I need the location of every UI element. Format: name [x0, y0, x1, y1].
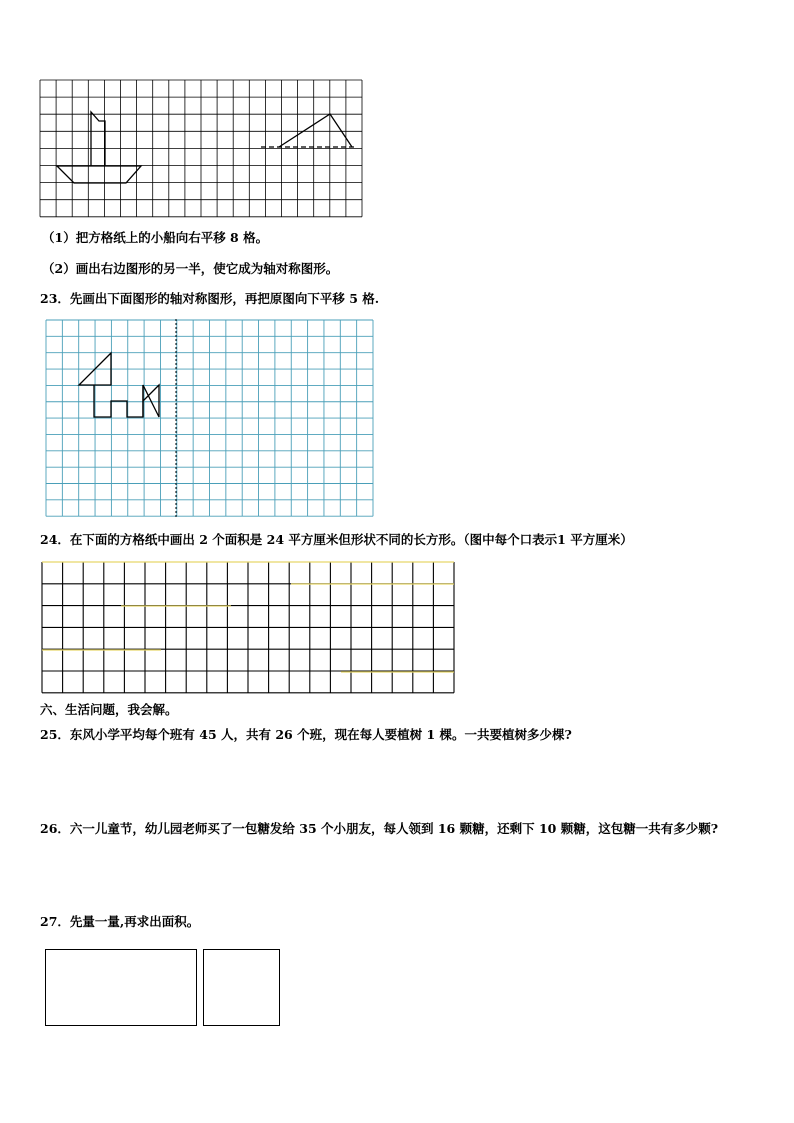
q26-text: 26．六一儿童节，幼儿园老师买了一包糖发给 35 个小朋友，每人领到 16 颗糖，还剩下 10 颗糖，这包糖一共有多少颗?	[40, 821, 719, 836]
section6-title: 六、生活问题，我会解。	[40, 702, 178, 717]
q24-grid	[41, 561, 457, 696]
q22-grid-figure	[39, 79, 365, 219]
q24-text: 24．在下面的方格纸中画出 2 个面积是 24 平方厘米但形状不同的长方形。（图中每个口表示1 平方厘米）	[40, 532, 633, 547]
q23-text: 23．先画出下面图形的轴对称图形，再把原图向下平移 5 格.	[40, 291, 380, 306]
q23-grid-figure	[45, 319, 375, 519]
q25-text: 25．东风小学平均每个班有 45 人，共有 26 个班，现在每人要植树 1 棵。一共要植树多少棵?	[40, 727, 572, 742]
q22-sub1: （1）把方格纸上的小船向右平移 8 格。	[42, 230, 269, 245]
rectangle-1	[45, 949, 197, 1026]
q22-sub2: （2）画出右边图形的另一半，使它成为轴对称图形。	[42, 261, 339, 276]
half-figure	[261, 114, 357, 147]
boat-figure	[57, 112, 141, 183]
q27-text: 27．先量一量,再求出面积。	[40, 914, 200, 929]
square-2	[203, 949, 280, 1026]
